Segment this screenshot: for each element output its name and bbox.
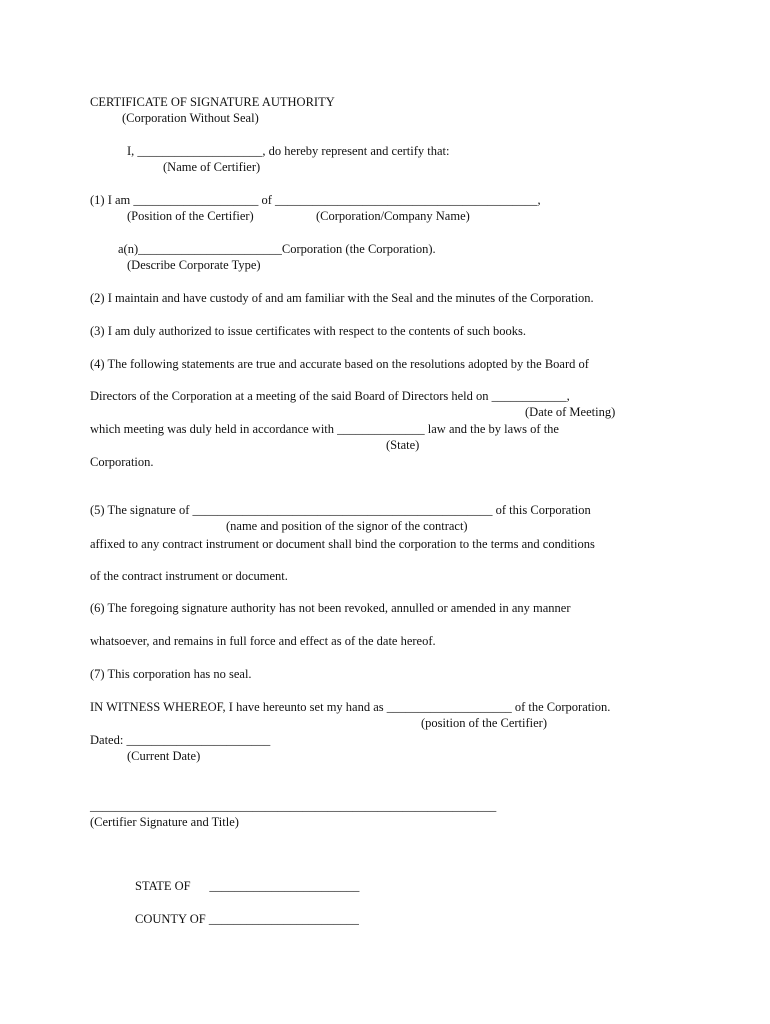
certifier-intro-line: I, ____________________, do hereby represent and certify that:: [127, 144, 450, 158]
item-5-line-3: of the contract instrument or document.: [90, 569, 288, 583]
current-date-caption: (Current Date): [127, 749, 201, 763]
company-caption: (Corporation/Company Name): [316, 209, 470, 223]
certifier-name-caption: (Name of Certifier): [163, 160, 261, 174]
item-7-line: (7) This corporation has no seal.: [90, 667, 252, 681]
item-4-line-1: (4) The following statements are true and accurate based on the resolutions adopted by the Board of: [90, 357, 589, 371]
dated-line: Dated: _______________________: [90, 733, 271, 747]
witness-position-caption: (position of the Certifier): [421, 716, 548, 730]
signor-caption: (name and position of the signor of the contract): [226, 519, 468, 533]
meeting-date-caption: (Date of Meeting): [525, 405, 616, 419]
signature-line: _________________________________________________________________: [90, 799, 497, 813]
item-2-line: (2) I maintain and have custody of and am familiar with the Seal and the minutes of the Corporation.: [90, 291, 594, 305]
signature-caption: (Certifier Signature and Title): [90, 815, 239, 829]
document-title: CERTIFICATE OF SIGNATURE AUTHORITY: [90, 95, 335, 109]
item-6-line-1: (6) The foregoing signature authority has not been revoked, annulled or amended in any manner: [90, 601, 571, 615]
corporate-type-line: a(n)_______________________Corporation (the Corporation).: [118, 242, 436, 256]
item-4-line-4: Corporation.: [90, 455, 154, 469]
item-3-line: (3) I am duly authorized to issue certificates with respect to the contents of such books.: [90, 324, 526, 338]
state-of-line: STATE OF ________________________: [135, 879, 360, 893]
item-5-line-2: affixed to any contract instrument or document shall bind the corporation to the terms and conditions: [90, 537, 595, 551]
document-subtitle: (Corporation Without Seal): [122, 111, 259, 125]
item-6-line-2: whatsoever, and remains in full force and effect as of the date hereof.: [90, 634, 436, 648]
item-5-line-1: (5) The signature of ________________________________________________ of this Corporation: [90, 503, 591, 517]
witness-line: IN WITNESS WHEREOF, I have hereunto set my hand as ____________________ of the Corporation.: [90, 700, 611, 714]
county-of-line: COUNTY OF ________________________: [135, 912, 359, 926]
state-caption: (State): [386, 438, 420, 452]
item-1-line: (1) I am ____________________ of __________________________________________,: [90, 193, 541, 207]
item-4-line-2: Directors of the Corporation at a meeting of the said Board of Directors held on ____________,: [90, 389, 570, 403]
corporate-type-caption: (Describe Corporate Type): [127, 258, 261, 272]
position-caption: (Position of the Certifier): [127, 209, 254, 223]
item-4-line-3: which meeting was duly held in accordance with ______________ law and the by laws of the: [90, 422, 559, 436]
